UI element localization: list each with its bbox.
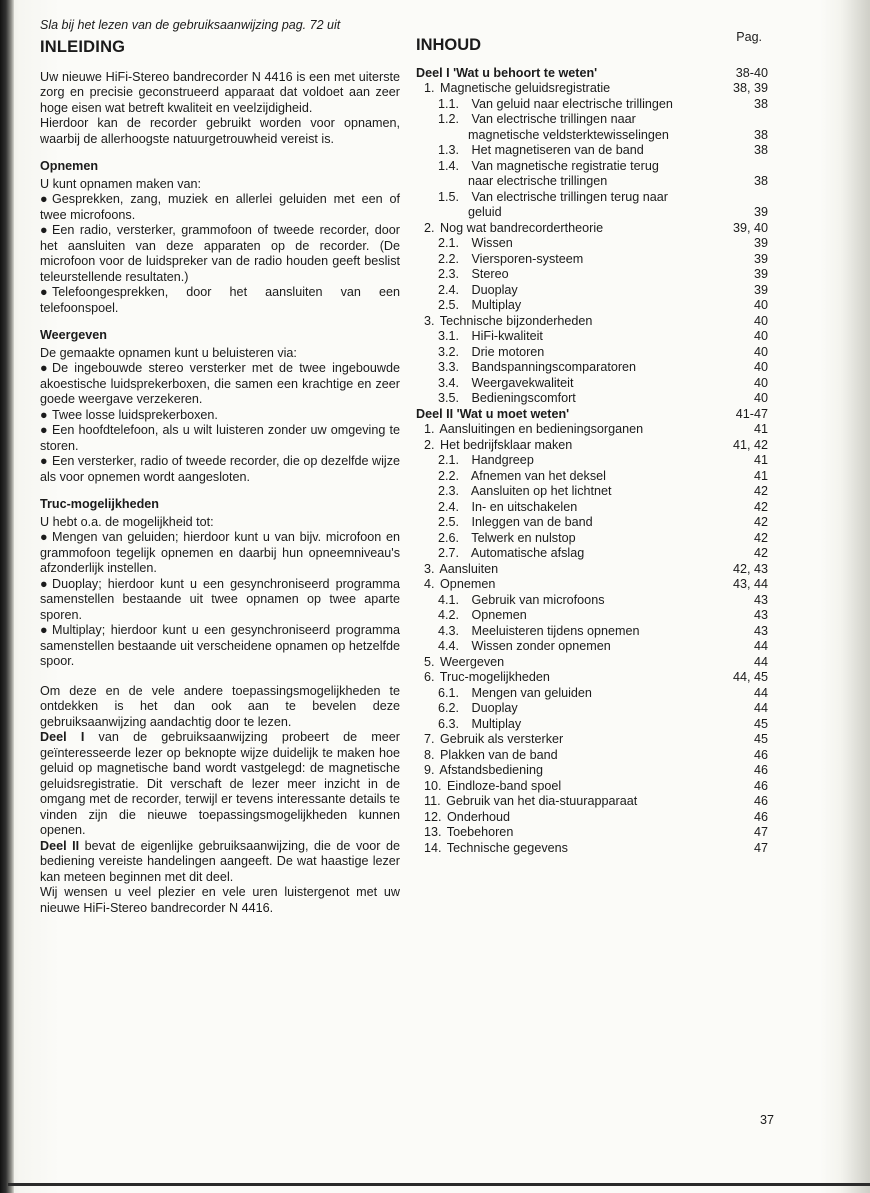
bullet-icon: ● [40, 361, 48, 375]
toc-entry [416, 639, 768, 655]
toc-entry-number: 8. [424, 747, 435, 762]
toc-entry-page: 44 [753, 701, 768, 715]
bullet-list [40, 192, 400, 316]
toc-entry [416, 252, 768, 268]
bullet-list [40, 361, 400, 485]
toc-entry-number: 6.2. [438, 701, 460, 715]
bullet-icon: ● [40, 576, 48, 591]
toc-entry-page: 40 [753, 329, 768, 343]
toc-entry-text: Afstandsbediening [439, 763, 543, 777]
toc-entry [416, 825, 768, 841]
toc-entry-page: 40 [753, 375, 768, 390]
toc-entry-page: 40 [753, 344, 768, 359]
toc-entry-text: Multiplay [471, 716, 522, 731]
toc-entry [416, 531, 768, 547]
toc-entry-text: Meeluisteren tijdens opnemen [471, 623, 640, 638]
toc-entry-page: 42 [753, 546, 768, 560]
section-heading: Opnemen [40, 159, 99, 173]
header-note: Sla bij het lezen van de gebruiksaanwijzing pag. 72 uit [40, 18, 341, 32]
toc-entry-text: Van electrische trillingen terug naar [471, 189, 668, 204]
toc-entry-text: Afnemen van het deksel [470, 468, 606, 483]
toc-entry-number: 3.5. [438, 391, 460, 405]
toc-entry-number: 4.3. [438, 623, 460, 638]
toc-entry-page: 40 [753, 313, 768, 328]
section-lead: De gemaakte opnamen kunt u beluisteren via: [40, 345, 297, 360]
toc-entry [416, 345, 768, 361]
toc-entry-page: 41, 42 [732, 437, 768, 452]
toc-entry [416, 314, 768, 330]
toc-entry [416, 748, 768, 764]
toc-entry-text: Aansluiten op het lichtnet [470, 484, 612, 498]
toc-entry-number: 1.1. [438, 96, 460, 111]
toc-entry-number: 2.2. [438, 251, 460, 266]
toc-entry-number: 6.1. [438, 685, 460, 700]
toc-entry-page: 38 [753, 127, 768, 142]
toc-part-heading [416, 66, 768, 82]
toc-entry [416, 655, 768, 671]
toc-entry [416, 577, 768, 593]
toc-entry-page: 39 [753, 251, 768, 266]
toc-entry [416, 701, 768, 717]
toc-entry-page: 47 [753, 840, 768, 855]
bullet-item: ● Twee losse luidsprekerboxen. [40, 407, 218, 422]
toc-entry-number: 2. [424, 437, 435, 452]
closing-paragraph: Om deze en de vele andere toepassingsmogelijkheden te ontdekken is het dan ook aan te bevelen deze gebruiksaanwijzing aandachtig door te lezen. [40, 683, 400, 729]
toc-entry-text: Deel II 'Wat u moet weten' [416, 406, 570, 421]
toc-entry-number: 1.2. [438, 112, 460, 126]
toc-list [416, 66, 768, 857]
deel-1-paragraph: Deel I van de gebruiksaanwijzing probeert de meer geïnteresseerde lezer op beknopte wijze duidelijk te maken hoe geluid op magnetische band wordt vastgelegd: de magnetische geluidsregistratie. Dit verschaft de lezer meer inzicht in de omgang met de recorder, terwijl er tevens interessante details te vinden zijn die nieuwe toepassingsmogelijkheden kunnen openen. [40, 730, 400, 837]
toc-entry-text: Het magnetiseren van de band [471, 143, 644, 157]
toc-entry [416, 593, 768, 609]
toc-entry-page: 42 [753, 484, 768, 498]
toc-entry-text: Gebruik als versterker [440, 732, 564, 746]
toc-entry-text: Telwerk en nulstop [471, 530, 576, 545]
toc-entry [416, 422, 768, 438]
deel-2-label: Deel II [40, 838, 80, 853]
toc-entry-page: 38-40 [735, 65, 768, 80]
closing-wish: Wij wensen u veel plezier en vele uren luistergenot met uw nieuwe HiFi-Stereo bandrecorder N 4416. [40, 885, 400, 915]
toc-entry-number: 9. [424, 763, 435, 777]
section-opnemen [40, 159, 400, 316]
toc-entry-page: 41 [753, 453, 768, 467]
deel-2-paragraph: Deel II bevat de eigenlijke gebruiksaanwijzing, die de voor de bediening vereiste handelingen aangeeft. De wat haastige lezer kan meteen beginnen met dit deel. [40, 838, 400, 884]
toc-entry-number: 2.6. [438, 530, 460, 545]
book-binding-shadow [0, 0, 14, 1193]
bullet-icon: ● [40, 192, 48, 206]
page-bottom-edge [8, 1183, 870, 1186]
toc-entry-page: 41 [753, 468, 768, 483]
toc-entry-page [762, 159, 768, 175]
toc-entry-text: Automatische afslag [470, 546, 585, 560]
toc-entry-page: 39 [753, 282, 768, 297]
toc-entry-number: 1.5. [438, 189, 460, 204]
bullet-item: ● Duoplay; hierdoor kunt u een gesynchroniseerd programma samenstellen bestaande uit twee opnamen op twee aparte sporen. [40, 576, 400, 622]
toc-entry-number: 1. [424, 81, 435, 95]
bullet-item: ● Telefoongesprekken, door het aansluiten van een telefoonspoel. [40, 285, 400, 315]
toc-entry-text: magnetische veldsterktewisselingen [468, 127, 669, 142]
toc-entry-text: Technische bijzonderheden [439, 313, 593, 328]
toc-entry-page: 44 [753, 685, 768, 700]
bullet-item: ● Multiplay; hierdoor kunt u een gesynchroniseerd programma samenstellen bestaande uit verscheidene opnamen op hetzelfde spoor. [40, 623, 400, 668]
toc-entry-number: 2. [424, 220, 435, 235]
bullet-item: ● De ingebouwde stereo versterker met de twee ingebouwde akoestische luidsprekerboxen, die samen een krachtige en zeer goede weergave verzekeren. [40, 361, 400, 406]
toc-entry-number: 10. [424, 778, 442, 793]
toc-entry-page: 41-47 [735, 406, 768, 421]
toc-entry-number: 2.5. [438, 515, 460, 529]
toc-entry-text: Magnetische geluidsregistratie [440, 81, 611, 95]
table-of-contents [416, 30, 768, 856]
toc-entry [416, 779, 768, 795]
bullet-item: ● Gesprekken, zang, muziek en allerlei geluiden met een of twee microfoons. [40, 192, 400, 222]
toc-entry [416, 298, 768, 314]
toc-entry [416, 453, 768, 469]
page-column-label: Pag. [736, 30, 762, 44]
toc-entry-number: 2.7. [438, 546, 460, 560]
toc-entry-number: 3.4. [438, 375, 460, 390]
section-heading: Truc-mogelijkheden [40, 497, 159, 511]
toc-entry-text: Aansluiten [439, 561, 499, 576]
toc-entry-text: Van electrische trillingen naar [471, 112, 636, 126]
toc-entry-text: Nog wat bandrecordertheorie [440, 220, 604, 235]
toc-entry-text: Gebruik van het dia-stuurapparaat [446, 794, 638, 808]
toc-entry [416, 205, 768, 221]
toc-entry [416, 174, 768, 190]
toc-part-heading [416, 407, 768, 423]
toc-entry-number: 5. [424, 654, 435, 669]
toc-entry-number: 6.3. [438, 716, 460, 731]
toc-entry [416, 546, 768, 562]
intro-paragraph: Hierdoor kan de recorder gebruikt worden voor opnamen, waarbij de allerhoogste natuurgetrouwheid vereist is. [40, 116, 400, 146]
toc-entry-text: Aansluitingen en bedieningsorganen [439, 422, 644, 436]
toc-entry [416, 686, 768, 702]
toc-entry [416, 97, 768, 113]
toc-entry-number: 1.4. [438, 158, 460, 173]
toc-entry-text: Toebehoren [446, 825, 514, 839]
toc-entry-page: 40 [753, 298, 768, 312]
toc-entry-number: 2.4. [438, 499, 460, 514]
toc-entry [416, 376, 768, 392]
bullet-item: ● Een hoofdtelefoon, als u wilt luisteren zonder uw omgeving te storen. [40, 423, 400, 453]
toc-entry-text: Plakken van de band [440, 747, 558, 762]
toc-entry-page: 42 [753, 515, 768, 529]
toc-entry [416, 500, 768, 516]
toc-entry-text: Inleggen van de band [471, 515, 593, 529]
toc-entry [416, 221, 768, 237]
toc-entry-page: 43 [753, 592, 768, 607]
toc-entry [416, 143, 768, 159]
toc-entry-page: 42 [753, 530, 768, 545]
toc-entry-number: 2.3. [438, 267, 460, 281]
deel-1-label: Deel I [40, 730, 85, 744]
toc-entry-number: 3. [424, 561, 435, 576]
toc-entry [416, 283, 768, 299]
section-truc-mogelijkheden [40, 497, 400, 670]
toc-entry [416, 236, 768, 252]
toc-entry-text: Weergeven [440, 654, 505, 669]
toc-entry-page: 46 [753, 763, 768, 777]
toc-entry-number: 2.3. [438, 484, 460, 498]
bullet-list [40, 530, 400, 670]
toc-entry-text: Van magnetische registratie terug [471, 158, 659, 173]
toc-entry-number: 4.2. [438, 608, 460, 622]
toc-entry-page: 46 [753, 747, 768, 762]
toc-entry-page: 39 [753, 267, 768, 281]
toc-entry-number: 3.3. [438, 360, 460, 374]
toc-entry-number: 2.2. [438, 468, 460, 483]
toc-entry-page: 38, 39 [732, 81, 768, 95]
toc-entry-number: 3. [424, 313, 435, 328]
toc-entry-number: 14. [424, 840, 442, 855]
toc-entry-text: Viersporen-systeem [471, 251, 584, 266]
toc-entry [416, 717, 768, 733]
toc-entry-text: Technische gegevens [446, 840, 568, 855]
toc-entry-page: 43 [753, 608, 768, 622]
toc-entry-page: 46 [753, 809, 768, 824]
toc-entry-text: Weergavekwaliteit [471, 375, 574, 390]
toc-entry-page: 42, 43 [732, 561, 768, 576]
toc-entry-page: 39, 40 [732, 220, 768, 235]
toc-entry-number: 2.1. [438, 453, 460, 467]
toc-entry [416, 670, 768, 686]
toc-entry-number: 4.1. [438, 592, 460, 607]
toc-entry [416, 515, 768, 531]
toc-entry-page: 45 [753, 716, 768, 731]
toc-entry-text: geluid [468, 205, 502, 219]
toc-entry-text: Opnemen [440, 577, 496, 591]
toc-entry-number: 2.4. [438, 282, 460, 297]
toc-entry-number: 2.1. [438, 236, 460, 250]
toc-entry-page: 39 [753, 236, 768, 250]
toc-entry-page: 38 [753, 174, 768, 188]
toc-entry-text: Van geluid naar electrische trillingen [471, 96, 673, 111]
toc-entry [416, 562, 768, 578]
toc-entry [416, 81, 768, 97]
toc-entry-number: 4. [424, 577, 435, 591]
toc-entry-text: Stereo [471, 267, 509, 281]
toc-entry-text: Gebruik van microfoons [471, 592, 605, 607]
toc-entry-text: naar electrische trillingen [468, 174, 608, 188]
toc-header [416, 30, 768, 54]
toc-entry-number: 1.3. [438, 143, 460, 157]
toc-entry [416, 794, 768, 810]
toc-entry-page: 43, 44 [732, 577, 768, 591]
toc-entry-number: 11. [424, 794, 441, 808]
toc-entry-page: 39 [753, 205, 768, 219]
toc-entry-text: Het bedrijfsklaar maken [440, 437, 573, 452]
toc-entry-page: 44, 45 [732, 670, 768, 684]
toc-entry-page: 40 [753, 360, 768, 374]
toc-entry-text: Drie motoren [471, 344, 545, 359]
toc-entry-page: 38 [753, 143, 768, 157]
toc-entry [416, 624, 768, 640]
toc-entry [416, 329, 768, 345]
toc-entry-text: Duoplay [471, 282, 518, 297]
toc-entry-number: 3.1. [438, 329, 460, 343]
toc-entry-number: 1. [424, 422, 435, 436]
toc-entry [416, 732, 768, 748]
toc-entry [416, 438, 768, 454]
toc-entry-page: 44 [753, 654, 768, 669]
section-lead: U hebt o.a. de mogelijkheid tot: [40, 514, 214, 529]
toc-entry-number: 4.4. [438, 639, 460, 653]
toc-entry-number: 6. [424, 670, 435, 684]
toc-entry [416, 469, 768, 485]
bullet-icon: ● [40, 423, 48, 437]
toc-entry-text: Truc-mogelijkheden [439, 670, 550, 684]
introduction-column [40, 40, 400, 916]
toc-entry-page: 47 [753, 825, 768, 839]
toc-entry-page: 38 [753, 96, 768, 111]
toc-entry-text: Onderhoud [447, 809, 511, 824]
toc-entry-page: 43 [753, 623, 768, 638]
toc-entry-page: 46 [753, 778, 768, 793]
bullet-item: ● Mengen van geluiden; hierdoor kunt u van bijv. microfoon en grammofoon tegelijk opnemen en daarbij hun opneemniveau's afzonderlijk instellen. [40, 530, 400, 575]
toc-entry [416, 608, 768, 624]
toc-entry [416, 391, 768, 407]
bullet-item: ● Een versterker, radio of tweede recorder, die op dezelfde wijze als voor opnemen wordt aangesloten. [40, 454, 400, 484]
bullet-icon: ● [40, 623, 48, 637]
toc-entry [416, 763, 768, 779]
page-edge-shadow [840, 0, 870, 1193]
bullet-icon: ● [40, 530, 48, 544]
toc-entry-number: 2.5. [438, 298, 460, 312]
toc-entry-text: Bandspanningscomparatoren [471, 360, 637, 374]
toc-entry-page [762, 190, 768, 206]
toc-entry-text: Handgreep [471, 453, 534, 467]
toc-entry-text: Duoplay [471, 701, 518, 715]
page-number: 37 [760, 1113, 775, 1127]
toc-entry-page: 46 [753, 794, 768, 808]
section-lead: U kunt opnamen maken van: [40, 176, 202, 191]
toc-entry [416, 267, 768, 283]
toc-entry [416, 159, 768, 175]
section-heading: Weergeven [40, 328, 107, 342]
toc-entry-page: 42 [753, 499, 768, 514]
toc-entry-text: Eindloze-band spoel [447, 778, 562, 793]
section-weergeven [40, 328, 400, 485]
bullet-item: ● Een radio, versterker, grammofoon of tweede recorder, door het aansluiten van deze apparaten op de recorder. (De microfoon voor de luidspreker van de radio houden geeft beslist teleurstellende resultaten.) [40, 223, 400, 284]
toc-entry-text: Mengen van geluiden [471, 685, 592, 700]
toc-title: INHOUD [416, 36, 482, 54]
toc-entry [416, 112, 768, 128]
toc-entry-page: 45 [753, 732, 768, 746]
toc-entry [416, 360, 768, 376]
toc-entry-text: HiFi-kwaliteit [471, 329, 543, 343]
bullet-icon: ● [40, 223, 48, 237]
bullet-icon: ● [40, 454, 48, 468]
bullet-icon: ● [40, 285, 48, 299]
toc-entry-page: 44 [753, 639, 768, 653]
toc-entry [416, 484, 768, 500]
toc-entry-text: Multiplay [471, 298, 522, 312]
toc-entry [416, 190, 768, 206]
toc-entry-number: 7. [424, 732, 435, 746]
toc-entry-text: Wissen zonder opnemen [471, 639, 611, 653]
introduction-title: INLEIDING [40, 38, 126, 56]
toc-entry [416, 128, 768, 144]
bullet-icon: ● [40, 407, 48, 422]
toc-entry-page: 40 [753, 391, 768, 405]
toc-entry-page: 41 [753, 422, 768, 436]
toc-entry-number: 3.2. [438, 344, 460, 359]
toc-entry [416, 810, 768, 826]
toc-entry-text: Opnemen [471, 608, 527, 622]
toc-entry-page [762, 112, 768, 128]
toc-entry-text: Wissen [471, 236, 513, 250]
toc-entry-text: Bedieningscomfort [471, 391, 576, 405]
toc-entry-text: Deel I 'Wat u behoort te weten' [416, 65, 598, 80]
toc-entry-number: 12. [424, 809, 442, 824]
toc-entry [416, 841, 768, 857]
toc-entry-number: 13. [424, 825, 442, 839]
toc-entry-text: In- en uitschakelen [471, 499, 578, 514]
intro-paragraph: Uw nieuwe HiFi-Stereo bandrecorder N 4416 is een met uiterste zorg en precisie geconstrueerd apparaat dat voldoet aan zeer hoge eisen wat betreft kwaliteit en veelzijdigheid. [40, 69, 400, 115]
